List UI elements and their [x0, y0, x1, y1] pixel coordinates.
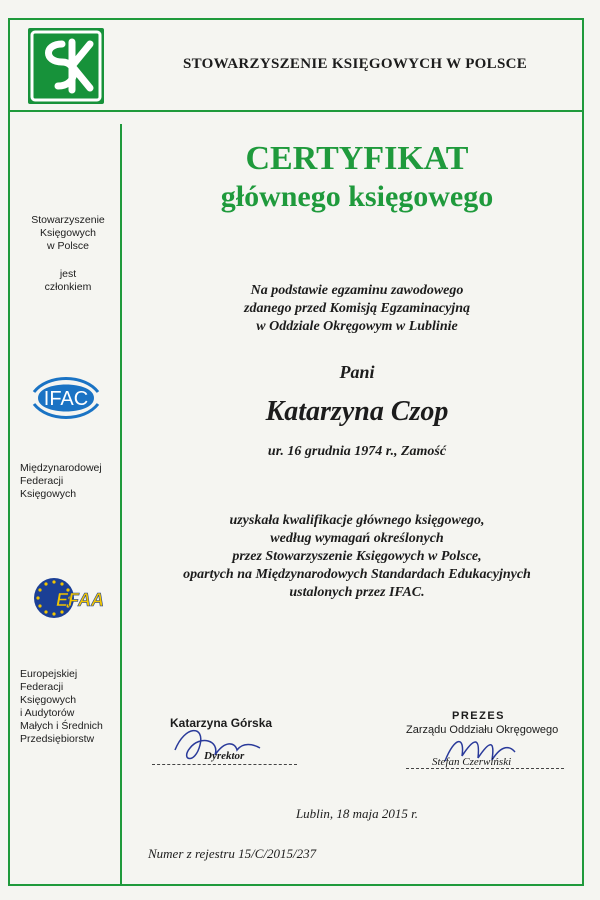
qualification-line: uzyskała kwalifikacje głównego księgowego,	[229, 513, 485, 528]
sidebar-org-line: Księgowych	[39, 227, 97, 239]
svg-text:SK: SK	[65, 98, 67, 99]
basis-line: w Oddziale Okręgowym w Lublinie	[256, 319, 458, 334]
sidebar-org	[18, 214, 118, 253]
header-divider	[8, 110, 584, 112]
birth-info: ur. 16 grudnia 1974 r., Zamość	[267, 444, 447, 459]
right-signer-name: Stefan Czerwiński	[432, 756, 512, 768]
sidebar-ifac	[20, 462, 116, 501]
ifac-logo	[28, 372, 104, 424]
place-date: Lublin, 18 maja 2015 r.	[295, 806, 419, 821]
basis-text	[122, 282, 592, 336]
left-signer-name: Katarzyna Górska	[170, 716, 273, 730]
qualification-line: przez Stowarzyszenie Księgowych w Polsce,	[232, 549, 482, 564]
qualification-line: według wymagań określonych	[270, 531, 444, 546]
qualification-line: opartych na Międzynarodowych Standardach Edukacyjnych	[183, 567, 531, 582]
svg-text:EFAA: EFAA	[55, 590, 105, 610]
ski-logo	[28, 28, 104, 104]
ifac-logo-icon	[28, 372, 104, 424]
left-signer-role: Dyrektor	[204, 750, 245, 762]
left-signature-icon	[165, 720, 275, 770]
sidebar-ifac-line: Federacji	[20, 475, 64, 487]
sidebar-divider	[120, 124, 122, 886]
sidebar-ifac-line: Księgowych	[20, 488, 77, 500]
right-signature-line	[406, 768, 564, 769]
salutation: Pani	[339, 362, 375, 382]
holder-name: Katarzyna Czop	[265, 396, 449, 427]
certificate-subtitle: głównego księgowego	[220, 180, 494, 213]
qualification-line: ustalonych przez IFAC.	[289, 585, 425, 600]
right-signer-title: PREZES	[452, 710, 506, 722]
sidebar-member-line: członkiem	[44, 281, 92, 293]
basis-line: zdanego przed Komisją Egzaminacyjną	[244, 301, 470, 316]
sidebar-efaa-line: Małych i Średnich	[20, 720, 103, 732]
sidebar-org-line: Stowarzyszenie	[31, 214, 105, 226]
sidebar-ifac-line: Międzynarodowej	[20, 462, 102, 474]
sidebar-efaa-line: Księgowych	[20, 694, 77, 706]
qualification-text	[122, 512, 592, 602]
left-signature-line	[152, 764, 297, 765]
sidebar-member	[18, 268, 118, 294]
organization-header: STOWARZYSZENIE KSIĘGOWYCH W POLSCE	[182, 56, 528, 72]
registry-number: Numer z rejestru 15/C/2015/237	[148, 846, 317, 861]
sidebar-efaa-line: Federacji	[20, 681, 64, 693]
sidebar-efaa-line: Europejskiej	[20, 668, 78, 680]
sidebar-member-line: jest	[59, 268, 77, 280]
right-signer-subtitle: Zarządu Oddziału Okręgowego	[406, 724, 559, 736]
efaa-logo-icon	[32, 574, 112, 622]
certificate-title: CERTYFIKAT	[245, 140, 469, 177]
sidebar-efaa	[20, 668, 116, 746]
sidebar-efaa-line: Przedsiębiorstw	[20, 733, 95, 745]
efaa-logo	[32, 574, 112, 622]
basis-line: Na podstawie egzaminu zawodowego	[250, 283, 464, 298]
sidebar-org-line: w Polsce	[46, 240, 89, 252]
ski-logo-icon	[28, 28, 104, 104]
sidebar-efaa-line: i Audytorów	[20, 707, 75, 719]
svg-text:IFAC: IFAC	[43, 388, 89, 410]
